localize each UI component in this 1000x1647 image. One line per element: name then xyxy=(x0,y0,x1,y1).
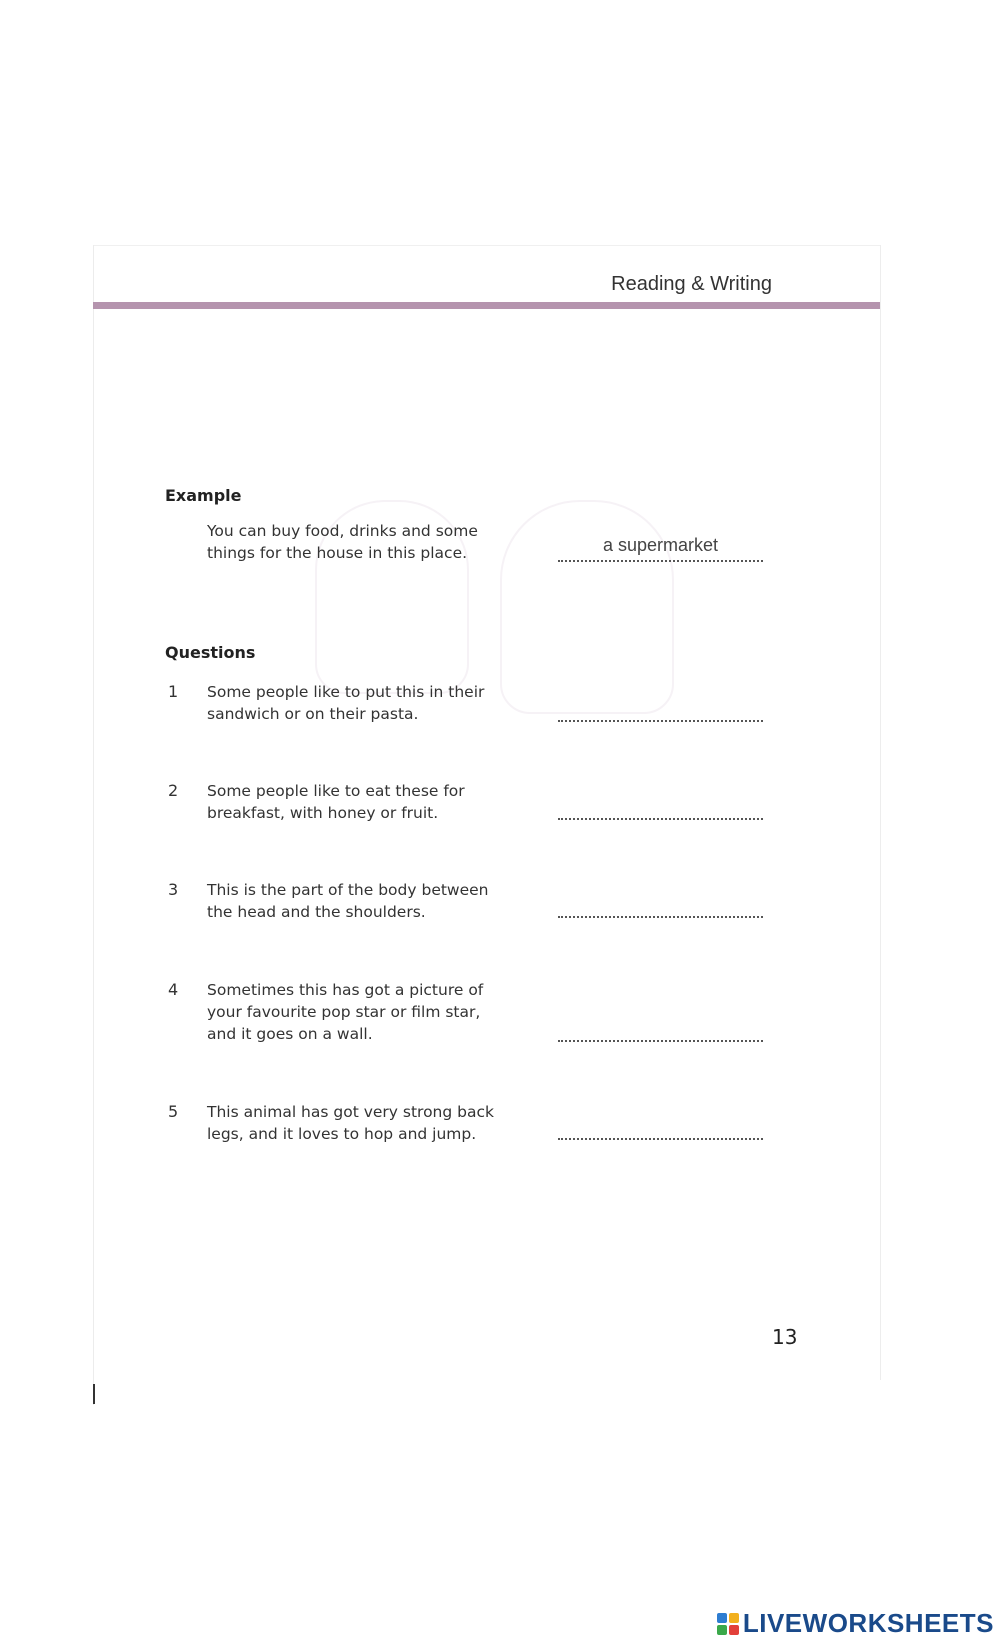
header-bar xyxy=(93,302,880,309)
example-line: You can buy food, drinks and some xyxy=(207,522,478,540)
question-text xyxy=(207,979,527,1045)
question-number: 4 xyxy=(168,980,179,999)
liveworksheets-logo xyxy=(717,1608,994,1639)
question-line: Some people like to eat these for xyxy=(207,782,465,800)
question-number: 5 xyxy=(168,1102,179,1121)
question-line: and it goes on a wall. xyxy=(207,1025,373,1043)
section-title: Reading & Writing xyxy=(611,273,772,295)
question-line: the head and the shoulders. xyxy=(207,903,426,921)
example-answer: a supermarket xyxy=(603,535,719,555)
example-text xyxy=(207,520,527,564)
logo-square-red xyxy=(729,1625,739,1635)
page-edge-top xyxy=(93,245,880,246)
question-line: legs, and it loves to hop and jump. xyxy=(207,1125,477,1143)
logo-text: LIVEWORKSHEETS xyxy=(742,1608,994,1638)
question-number: 3 xyxy=(168,880,179,899)
question-text xyxy=(207,1101,527,1145)
question-line: This animal has got very strong back xyxy=(207,1103,494,1121)
question-number: 2 xyxy=(168,781,179,800)
answer-field[interactable] xyxy=(558,1020,763,1042)
answer-field[interactable] xyxy=(558,798,763,820)
logo-square-blue xyxy=(717,1613,727,1623)
page-number: 13 xyxy=(772,1325,798,1349)
answer-field[interactable] xyxy=(558,700,763,722)
question-line: Some people like to put this in their xyxy=(207,683,485,701)
example-line: things for the house in this place. xyxy=(207,544,468,562)
answer-field[interactable] xyxy=(558,896,763,918)
question-text xyxy=(207,879,527,923)
question-line: breakfast, with honey or fruit. xyxy=(207,804,439,822)
page-edge-left xyxy=(93,245,94,1405)
answer-field[interactable] xyxy=(558,1118,763,1140)
logo-icon xyxy=(717,1613,739,1635)
question-text xyxy=(207,681,527,725)
question-line: sandwich or on their pasta. xyxy=(207,705,419,723)
question-line: This is the part of the body between xyxy=(207,881,489,899)
question-text xyxy=(207,780,527,824)
question-line: your favourite pop star or film star, xyxy=(207,1003,481,1021)
page-edge-right xyxy=(880,245,881,1380)
margin-mark xyxy=(93,1384,95,1404)
question-line: Sometimes this has got a picture of xyxy=(207,981,484,999)
logo-square-green xyxy=(717,1625,727,1635)
questions-heading: Questions xyxy=(165,643,256,662)
logo-square-yellow xyxy=(729,1613,739,1623)
question-number: 1 xyxy=(168,682,179,701)
example-heading: Example xyxy=(165,486,242,505)
